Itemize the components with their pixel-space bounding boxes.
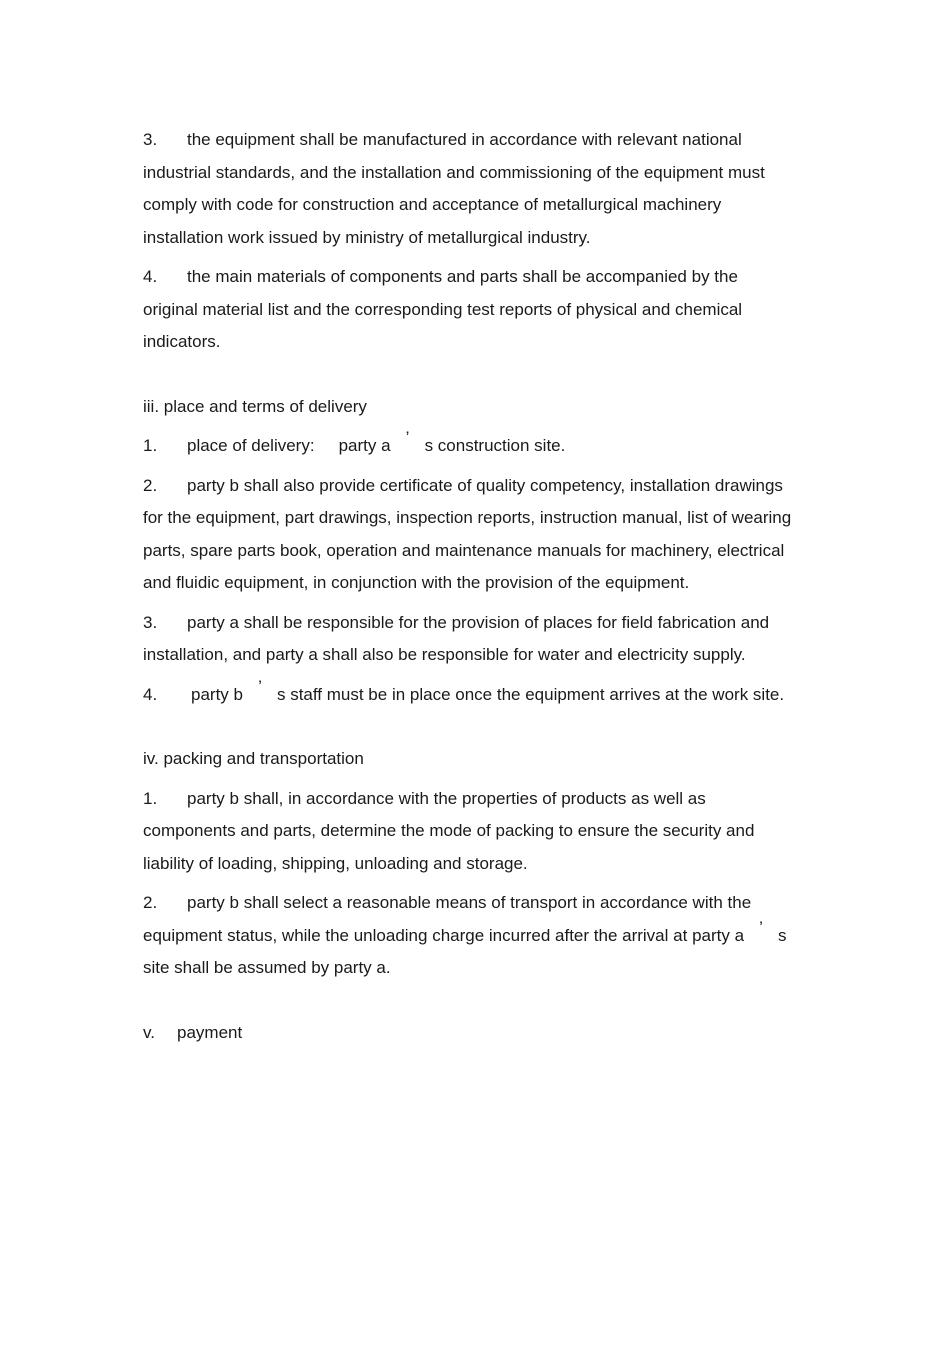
clause-iv-2 (143, 887, 793, 985)
clause-label: place of delivery: (187, 436, 315, 455)
party-name: party a (338, 436, 391, 455)
clause-text: the main materials of components and parts shall be accompanied by the original material list and the corresponding test reports of physical and chemical indicators. (143, 267, 743, 351)
document-page (143, 124, 793, 1056)
clause-iv-1 (143, 783, 793, 881)
clause-text-end: s site shall be assumed by party a. (143, 925, 787, 977)
clause-text: party b shall also provide certificate of quality competency, installation drawings for the equipment, part drawings, inspection reports, instruction manual, list of wearing parts, spare parts book, operation and maintenance manuals for machinery, electrical and fluidic equipment, in conjunction with the provision of the equipment. (143, 475, 792, 592)
clause-text: s construction site. (424, 436, 566, 455)
party-name: party a (692, 925, 745, 945)
clause-number: 1. (143, 788, 158, 808)
clause-iii-2 (143, 470, 793, 600)
clause-ii-4 (143, 261, 793, 359)
clause-number: 3. (143, 612, 158, 632)
clause-text: s staff must be in place once the equipment arrives at the work site. (276, 684, 785, 704)
clause-number: 3. (143, 130, 158, 149)
clause-ii-3 (143, 124, 793, 254)
clause-number: 4. (143, 684, 158, 704)
section-title: payment (177, 1022, 243, 1042)
apostrophe-glyph: ’ (759, 917, 763, 937)
clause-number: 2. (143, 893, 158, 912)
section-iii-heading: iii. place and terms of delivery (143, 396, 367, 416)
section-v-heading (143, 1017, 793, 1050)
section-roman-numeral: v. (143, 1022, 155, 1042)
section-iv-heading: iv. packing and transportation (143, 749, 364, 768)
clause-number: 4. (143, 267, 158, 286)
clause-number: 2. (143, 475, 158, 495)
clause-text: party b shall, in accordance with the properties of products as well as components and parts, determine the mode of packing to ensure the security and liability of loading, shipping, unloading and storage. (143, 788, 755, 873)
apostrophe-glyph: ’ (258, 676, 262, 696)
party-name: party b (191, 684, 243, 704)
apostrophe-glyph: ’ (405, 428, 410, 447)
clause-number: 1. (143, 436, 158, 455)
clause-text: party a shall be responsible for the provision of places for field fabrication and installation, and party a shall also be responsible for water and electricity supply. (143, 612, 770, 664)
clause-text: party b shall select a reasonable means of transport in accordance with the equipment status, while the unloading charge incurred after the arrival at (143, 893, 752, 945)
clause-iii-1 (143, 430, 793, 463)
clause-iii-4 (143, 676, 793, 712)
clause-text: the equipment shall be manufactured in accordance with relevant national industrial standards, and the installation and commissioning of the equipment must comply with code for construction and acceptance of metallurgical machinery installation work issued by ministry of metallurgical industry. (143, 130, 765, 247)
clause-iii-3 (143, 607, 793, 672)
